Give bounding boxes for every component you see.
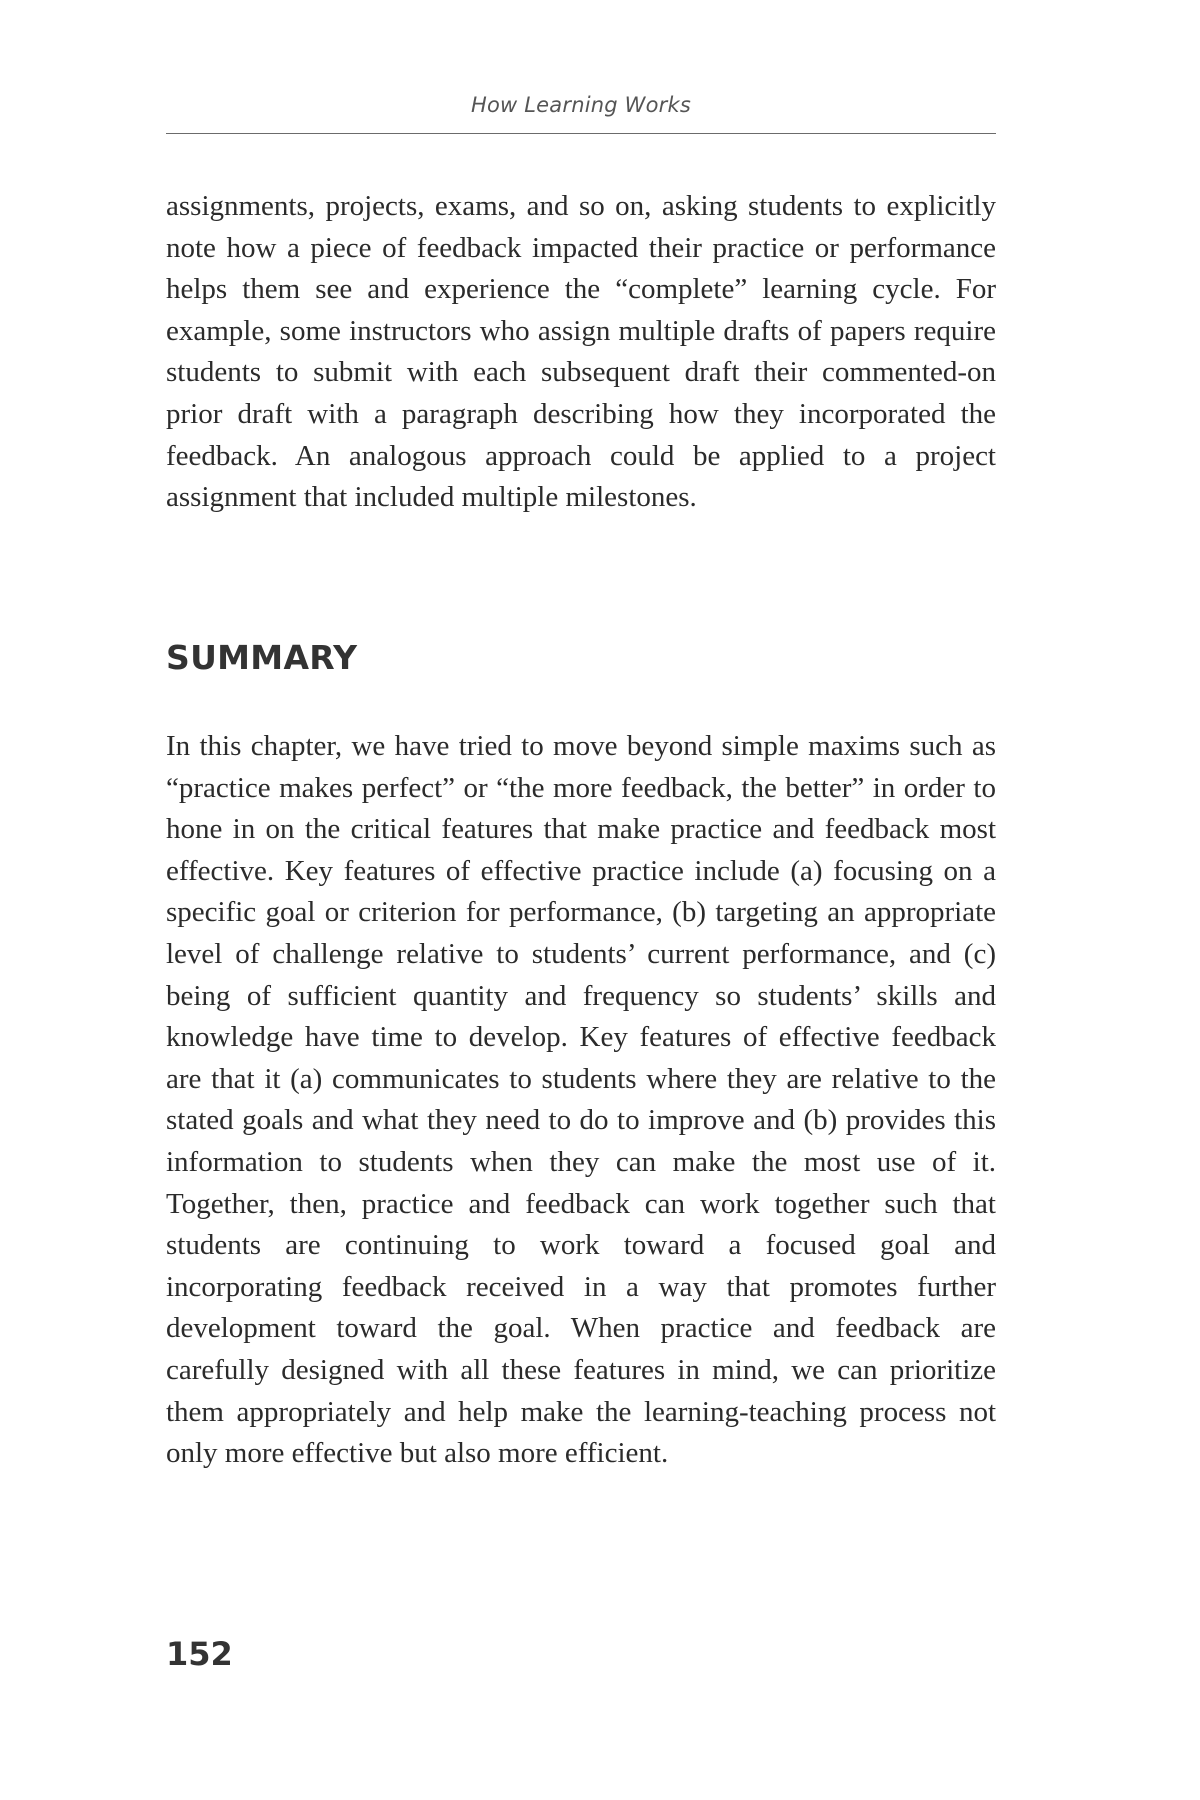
summary-paragraph: In this chapter, we have tried to move beyond simple maxims such as “practice makes perfect” or “the more feedback, the better” in order to hone in on the critical features that make practice and feedback most effective. Key features of effective practice include (a) focusing on a specific goal or criterion for performance, (b) targeting an appropriate level of challenge relative to students’ current performance, and (c) being of sufficient quantity and frequency so students’ skills and knowledge have time to develop. Key features of effective feedback are that it (a) communicates to students where they are relative to the stated goals and what they need to do to improve and (b) provides this information to students when they can make the most use of it. Together, then, practice and feedback can work together such that students are continuing to work toward a focused goal and incorporating feedback received in a way that promotes further development toward the goal. When practice and feedback are carefully designed with all these features in mind, we can prioritize them appropriately and help make the learning-teaching process not only more effective but also more efficient. <box>166 730 996 1470</box>
section-heading: SUMMARY <box>166 638 358 677</box>
running-head: How Learning Works <box>470 93 692 117</box>
continuation-paragraph: assignments, projects, exams, and so on, asking students to explicitly note how a piece of feedback impacted their practice or performance helps them see and experience the “complete” learning cycle. For example, some instructors who assign multiple drafts of papers require students to submit with each subsequent draft their commented-on prior draft with a paragraph describing how they incorporated the feedback. An analogous approach could be applied to a project assignment that included multiple milestones. <box>166 190 996 514</box>
page-number: 152 <box>166 1635 233 1673</box>
header-divider <box>166 133 996 134</box>
